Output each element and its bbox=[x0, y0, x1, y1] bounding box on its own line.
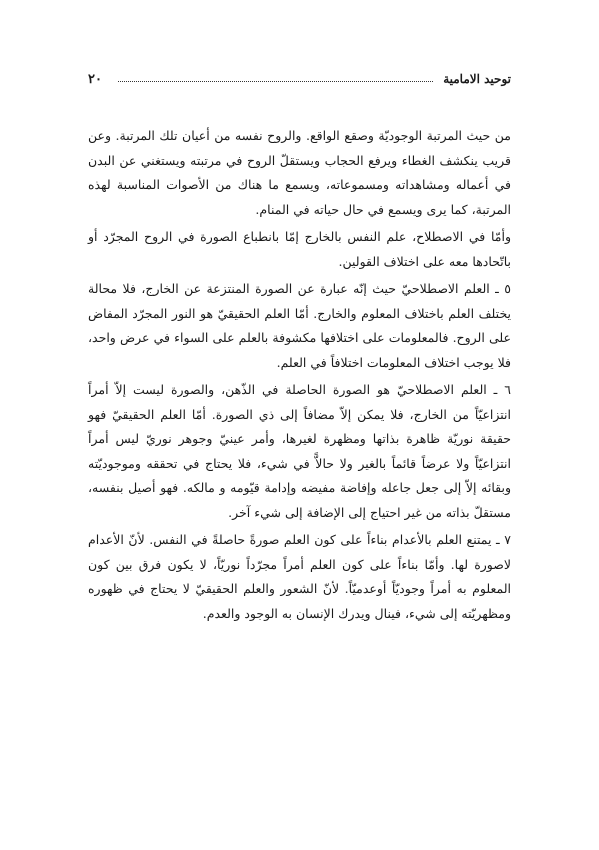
running-header bbox=[88, 72, 511, 94]
page-body bbox=[88, 124, 511, 629]
page-number: ٢٠ bbox=[88, 72, 102, 87]
running-title: توحيد الامامية bbox=[443, 72, 511, 86]
paragraph-continuation: من حيث المرتبة الوجوديّة وصقع الواقع. والروح نفسه من أعيان تلك المرتبة. وعن قريب ينكشف الغطاء ويرفع الحجاب ويستقلّ الروح في مرتبته ويستغني عن البدن في أعماله ومشاهداته ومسموعاته، ويسمع ما هناك من الأصوات المناسبة لهذه المرتبة، كما يرى ويسمع في حال حياته في المنام. bbox=[88, 128, 511, 217]
header-dotted-leader bbox=[118, 81, 433, 82]
paragraph-point-6: ٦ ـ العلم الاصطلاحيّ هو الصورة الحاصلة في الذّهن، والصورة ليست إلاّ أمراً انتزاعيّاً من الخارج، فلا يمكن إلاّ مضافاً إلى ذي الصورة. أمّا العلم الحقيقيّ فهو حقيقة نوريّة ظاهرة بذاتها ومظهرة لغيرها، وأمر عينيّ وجوهر نوريّ ليس أمراً انتزاعيّاً ولا عرضاً قائماً بالغير ولا حالاًّ في شيء، فلا يحتاج في تحققه وموجوديّته وبقائه إلاّ إلى جعل جاعله وإفاضة مفيضه وإدامة قيّومه و مالكه. فهو أصيل بنفسه، مستقلّ بذاته من غير احتياج إلى الإضافة إلى شيء آخر. bbox=[88, 382, 511, 520]
paragraph-point-5: ٥ ـ العلم الاصطلاحيّ حيث إنّه عبارة عن الصورة المنتزعة عن الخارج، فلا محالة يختلف العلم باختلاف المعلوم والخارج. أمّا العلم الحقيقيّ هو النور المجرّد المفاض على الروح. فالمعلومات على اختلافها مكشوفة بالعلم على السواء في عرض واحد، فلا يوجب اختلاف المعلومات اختلافاً في العلم. bbox=[88, 281, 511, 370]
paragraph-point-7: ٧ ـ يمتنع العلم بالأعدام بناءاً على كون العلم صورةً حاصلةً في النفس. لأنّ الأعدام لاصورة لها. وأمّا بناءاً على كون العلم أمراً مجرّداً نوريّاً، لا يكون فرق بين كون المعلوم به أمراً وجوديّاً أوعدميّاً. لأنّ الشعور والعلم الحقيقيّ لا يحتاج في ظهوره ومظهريّته إلى شيء، فينال ويدرك الإنسان به الوجود والعدم. bbox=[88, 532, 511, 621]
paragraph-definition: وأمّا في الاصطلاح، علم النفس بالخارج إمّا بانطباع الصورة في الروح المجرّد أو باتّحادها معه على اختلاف القولين. bbox=[88, 229, 511, 269]
